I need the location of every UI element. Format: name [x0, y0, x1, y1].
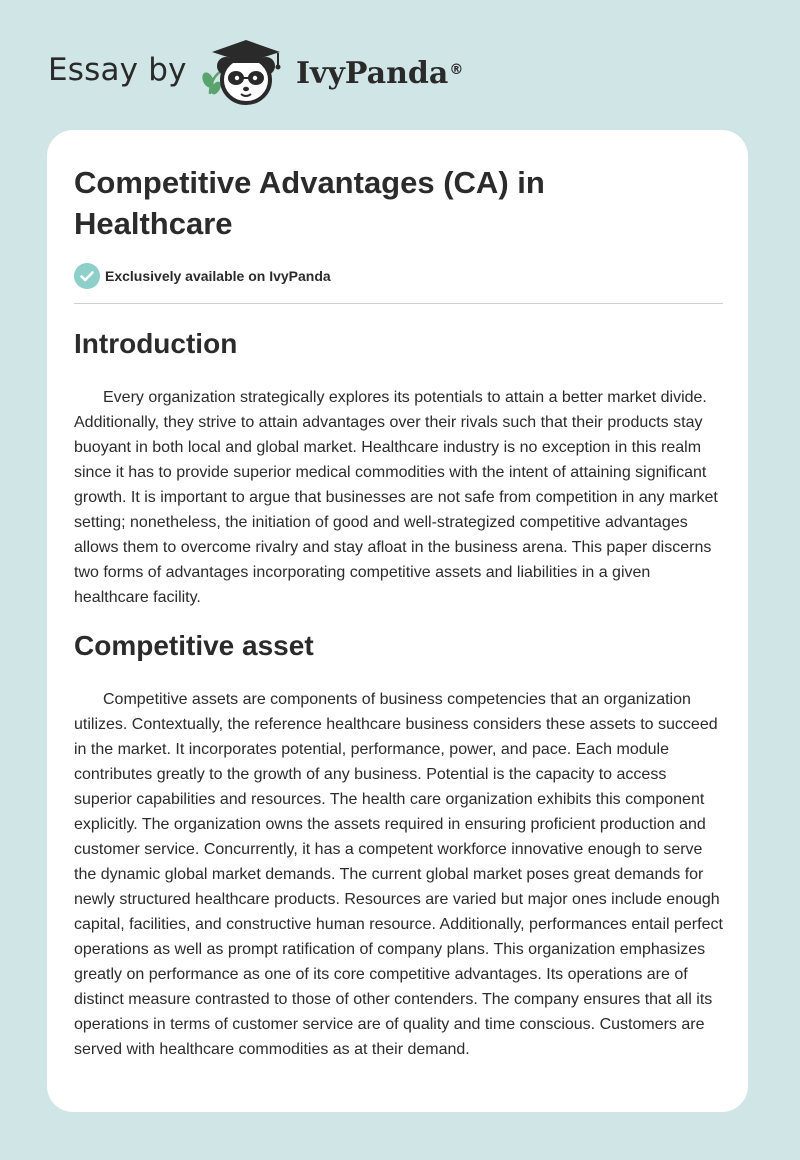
panda-graduate-icon[interactable] — [200, 36, 292, 108]
site-header — [0, 0, 800, 130]
exclusive-badge — [74, 263, 331, 289]
divider — [74, 303, 723, 304]
registered-mark: ® — [449, 62, 464, 78]
section-heading-introduction: Introduction — [74, 328, 238, 359]
brand-name[interactable] — [296, 54, 463, 94]
article-card — [47, 130, 748, 1112]
section-body-competitive-asset: Competitive assets are components of business competencies that an organization utilizes. Contextually, the reference healthcare business considers these assets to succeed in the market. It incorporates potential, performance, power, and pace. Each module contributes greatly to the growth of any business. Potential is the capacity to access superior capabilities and resources. The health care organization exhibits this component explicitly. The organization owns the assets required in ensuring proficient production and customer service. Concurrently, it has a competent workforce innovative enough to serve the dynamic global market demands. The current global market poses great demands for newly structured healthcare products. Resources are varied but major ones include enough capital, facilities, and constructive human resource. Additionally, performances entail perfect operations as well as prompt ratification of company plans. This organization emphasizes greatly on performance as one of its core competitive advantages. Its operations are of distinct measure contrasted to those of other contenders. The company ensures that all its operations in terms of customer service are of quality and time conscious. Customers are served with healthcare commodities as at their demand. — [74, 691, 723, 1058]
section-body-introduction: Every organization strategically explores its potentials to attain a better market divide. Additionally, they strive to attain advantages over their rivals such that their products stay buoyant in both local and global market. Healthcare industry is no exception in this realm since it has to provide superior medical commodities with the intent of attaining significant growth. It is important to argue that businesses are not safe from competition in any market setting; nonetheless, the initiation of good and well-strategized competitive advantages allows them to overcome rivalry and stay afloat in the business arena. This paper discerns two forms of advantages incorporating competitive assets and liabilities in a given healthcare facility. — [74, 389, 718, 606]
exclusive-badge-text: Exclusively available on IvyPanda — [105, 268, 331, 284]
section-heading-competitive-asset: Competitive asset — [74, 630, 314, 661]
brand-name-text: IvyPanda — [296, 56, 449, 91]
brand-prefix: Essay by — [48, 52, 187, 88]
check-circle-icon — [74, 263, 100, 289]
page-title: Competitive Advantages (CA) in Healthcare — [74, 165, 545, 241]
